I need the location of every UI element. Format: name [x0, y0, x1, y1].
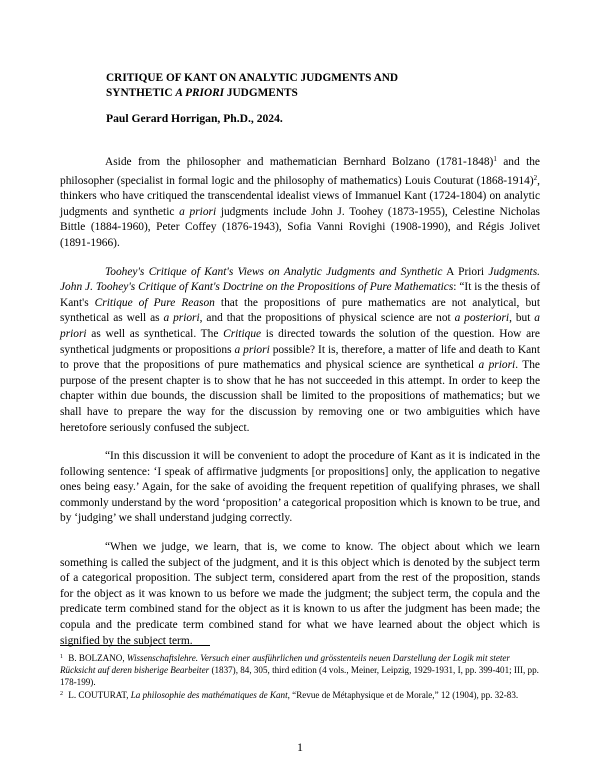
- footnote-1-author: B. BOLZANO,: [66, 653, 127, 663]
- p2-text-4: , but: [509, 312, 535, 325]
- document-title: [106, 71, 506, 100]
- p2-italic-3: a posteriori: [454, 312, 510, 325]
- title-line-2-start: SYNTHETIC: [106, 86, 176, 99]
- p1-text-c: , thinkers who have critiqued the transcendental idealist views of Immanuel Kant (1724-1804) on analytic judgments and synthetic: [60, 174, 540, 218]
- p2-italic-7: a priori: [478, 359, 516, 372]
- footnote-2-work-title: La philosophie des mathématiques de Kant: [130, 690, 288, 701]
- p2-text-7: possible? It is, therefore, a matter of life and death to Kant to prove that the propositions of pure mathematics and physical science are synthetical: [60, 343, 540, 372]
- paragraph-toohey: [60, 265, 540, 437]
- paragraph-intro: [60, 152, 540, 252]
- title-line-1: CRITIQUE OF KANT ON ANALYTIC JUDGMENTS AND: [106, 72, 399, 84]
- footnote-1-mark: 1: [60, 654, 63, 660]
- footnote-ref-1[interactable]: 1: [493, 155, 497, 163]
- footnote-2-details: , “Revue de Métaphysique et de Morale,” 12 (1904), pp. 32-83.: [287, 690, 519, 701]
- footnote-2-author: L. COUTURAT,: [66, 690, 131, 701]
- paragraph-when-we-judge: “When we judge, we learn, that is, we come to know. The object about which we learn something is called the subject of the judgment, and it is this object which is denoted by the subject term of a categorical proposition. The subject term, considered apart from the rest of the proposition, stands for the object as it was known to us before we made the judgment; the subject term, the copula and the predicate term combined stand for the object as it is known to us after the judgment has been made; the copula and the predicate term combined stand for what we have learned about the object which is signified by the subject term.: [60, 541, 540, 647]
- footnote-2-mark: 2: [60, 691, 63, 698]
- section-heading-part-1: Toohey's Critique of Kant's Views on Analytic Judgments and Synthetic: [105, 265, 443, 278]
- p2-text-2: that the propositions of pure mathematics are not analytical, but synthetical as well as: [60, 296, 540, 325]
- p1-italic: a priori: [179, 205, 217, 218]
- section-heading-part-2: A Priori: [442, 265, 489, 278]
- p2-text-6: is directed towards the solution of the question. How are synthetical judgments or propositions: [60, 327, 540, 356]
- p2-text-3: , and that the propositions of physical science are not: [199, 312, 455, 325]
- section-heading-part-3: Judgments. John J. Toohey's Critique of Kant's Doctrine on the Propositions of Pure Mathematics: [60, 265, 540, 294]
- p2-italic-1: Critique of Pure Reason: [94, 296, 215, 309]
- p1-text-b: and the philosopher (specialist in formal logic and the philosophy of mathematics) Louis Couturat (1868-1914): [60, 156, 540, 187]
- p2-text-8: . The purpose of the present chapter is to show that he has not succeeded in this attempt. In order to keep the chapter within due bounds, the discussion shall be limited to the propositions of mathematics; but we shall have to prepare the way for the discussion by removing one or two ambiguities which have heretofore seriously confused the subject.: [60, 359, 540, 434]
- body-text: [60, 152, 540, 662]
- p1-text-d: judgments include John J. Toohey (1873-1955), Celestine Nicholas Bittle (1884-1960), Peter Coffey (1876-1943), Sofia Vanni Rovighi (1908-1990), and Régis Jolivet (1891-1966).: [60, 205, 540, 249]
- author-line: Paul Gerard Horrigan, Ph.D., 2024.: [106, 112, 283, 125]
- p2-text-1: : “It is the thesis of Kant's: [60, 281, 540, 309]
- page-number: 1: [297, 740, 303, 754]
- title-line-2: [106, 86, 506, 101]
- p1-text-a: Aside from the philosopher and mathematician Bernhard Bolzano (1781-1848): [105, 156, 494, 168]
- p2-text-5: as well as synthetical. The: [86, 327, 224, 340]
- footnote-1-details: (1837), 84, 305, third edition (4 vols., Meiner, Leipzig, 1929-1931, I, pp. 399-401; III, pp. 178-199).: [60, 664, 539, 687]
- footnotes: [60, 652, 540, 703]
- p2-italic-6: a priori: [234, 343, 270, 356]
- p2-italic-2: a priori: [163, 312, 200, 325]
- title-line-2-end: JUDGMENTS: [224, 86, 298, 99]
- footnote-ref-2[interactable]: 2: [533, 173, 538, 182]
- footnote-2: [60, 689, 540, 702]
- p2-italic-4: a priori: [60, 312, 540, 340]
- footnote-1-work-title: Wissenschaftslehre. Versuch einer ausführlichen und grösstenteils neuen Darstellung der Logik mit steter Rücksicht auf deren bisherige Bearbeiter: [60, 653, 510, 675]
- p2-italic-5: Critique: [223, 327, 262, 340]
- paragraph-convenient-procedure: “In this discussion it will be convenient to adopt the procedure of Kant as it is indicated in the following sentence: ‘I speak of affirmative judgments [or propositions] only, the application to negative ones being easy.’ Again, for the sake of avoiding the frequent repetition of qualifying phrases, we shall commonly understand by the word ‘proposition’ a categorical proposition which is known to be true, and by ‘judging’ we shall understand judging correctly.: [60, 450, 540, 525]
- footnote-divider: [60, 645, 210, 646]
- footnote-1: [60, 652, 540, 688]
- title-line-2-italic: A PRIORI: [175, 86, 225, 99]
